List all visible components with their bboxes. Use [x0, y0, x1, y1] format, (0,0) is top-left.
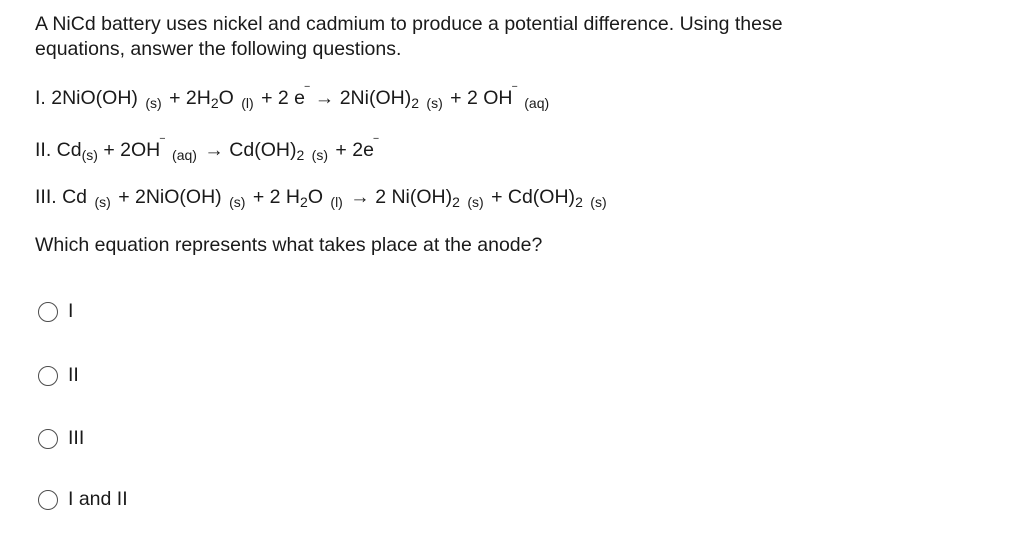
eq3-subscript-3: 2 [575, 194, 583, 210]
eq2-reactant-1: II. Cd [35, 139, 82, 161]
eq2-arrow-icon: → [204, 139, 224, 161]
eq3-state-s3: (s) [467, 194, 484, 210]
option-label: III [68, 427, 85, 449]
equation-3 [35, 186, 609, 210]
eq1-oxygen: O [218, 87, 234, 109]
eq3-state-s2: (s) [229, 194, 246, 210]
radio-button-icon[interactable] [38, 490, 58, 510]
eq1-product-1: 2Ni(OH) [339, 87, 412, 109]
option-i[interactable] [38, 300, 73, 323]
eq3-state-l: (l) [330, 194, 343, 210]
eq3-plus-1: + 2NiO(OH) [118, 186, 222, 208]
radio-button-icon[interactable] [38, 302, 58, 322]
eq2-charge-1: ‾ [160, 136, 165, 151]
radio-button-icon[interactable] [38, 366, 58, 386]
equation-1 [35, 84, 551, 111]
option-label: I [68, 300, 74, 322]
eq1-charge-1: ‾ [305, 84, 310, 99]
eq1-state-s1: (s) [145, 95, 162, 111]
eq2-plus-1: + 2OH [103, 139, 161, 161]
eq2-state-s1: (s) [81, 147, 98, 163]
eq1-subscript-1: 2 [210, 95, 219, 111]
eq2-plus-2: + 2e [335, 139, 374, 161]
eq1-state-s2: (s) [426, 95, 443, 111]
eq3-state-s4: (s) [590, 194, 607, 210]
option-i-and-ii[interactable] [38, 488, 128, 511]
eq1-reactant-1: I. 2NiO(OH) [35, 87, 138, 109]
eq2-charge-2: ‾ [373, 136, 379, 151]
eq2-state-aq: (aq) [172, 147, 197, 163]
eq3-oxygen: O [307, 186, 323, 208]
eq1-charge-2: ‾ [512, 84, 517, 99]
equation-2 [35, 136, 378, 163]
eq3-plus-2: + 2 H [252, 186, 301, 208]
eq1-plus-1: + 2H [169, 87, 211, 109]
eq3-state-s1: (s) [94, 194, 111, 210]
question-text: A NiCd battery uses nickel and cadmium to produce a potential difference. Using these equations, answer the following questions. [35, 13, 783, 60]
option-label: I and II [68, 488, 128, 510]
eq1-arrow-icon: → [314, 87, 335, 109]
eq1-plus-2: + 2 e [261, 87, 305, 109]
eq3-subscript-2: 2 [452, 194, 460, 210]
option-ii[interactable] [38, 364, 79, 387]
eq3-subscript-1: 2 [300, 194, 308, 210]
eq1-state-aq: (aq) [524, 95, 550, 111]
eq1-subscript-2: 2 [411, 95, 419, 111]
eq3-arrow-icon: → [350, 186, 370, 208]
option-iii[interactable] [38, 427, 84, 450]
option-label: II [68, 364, 79, 386]
eq2-product-1: Cd(OH) [229, 139, 297, 161]
eq1-plus-3: + 2 OH [450, 87, 513, 109]
eq2-subscript-1: 2 [296, 147, 305, 163]
anode-question-prompt: Which equation represents what takes place at the anode? [35, 234, 543, 256]
eq3-reactant-1: III. Cd [35, 186, 88, 208]
eq1-state-l: (l) [241, 95, 254, 111]
eq3-plus-3: + Cd(OH) [491, 186, 576, 208]
eq2-state-s2: (s) [311, 147, 328, 163]
radio-button-icon[interactable] [38, 429, 58, 449]
eq3-product-1: 2 Ni(OH) [375, 186, 453, 208]
